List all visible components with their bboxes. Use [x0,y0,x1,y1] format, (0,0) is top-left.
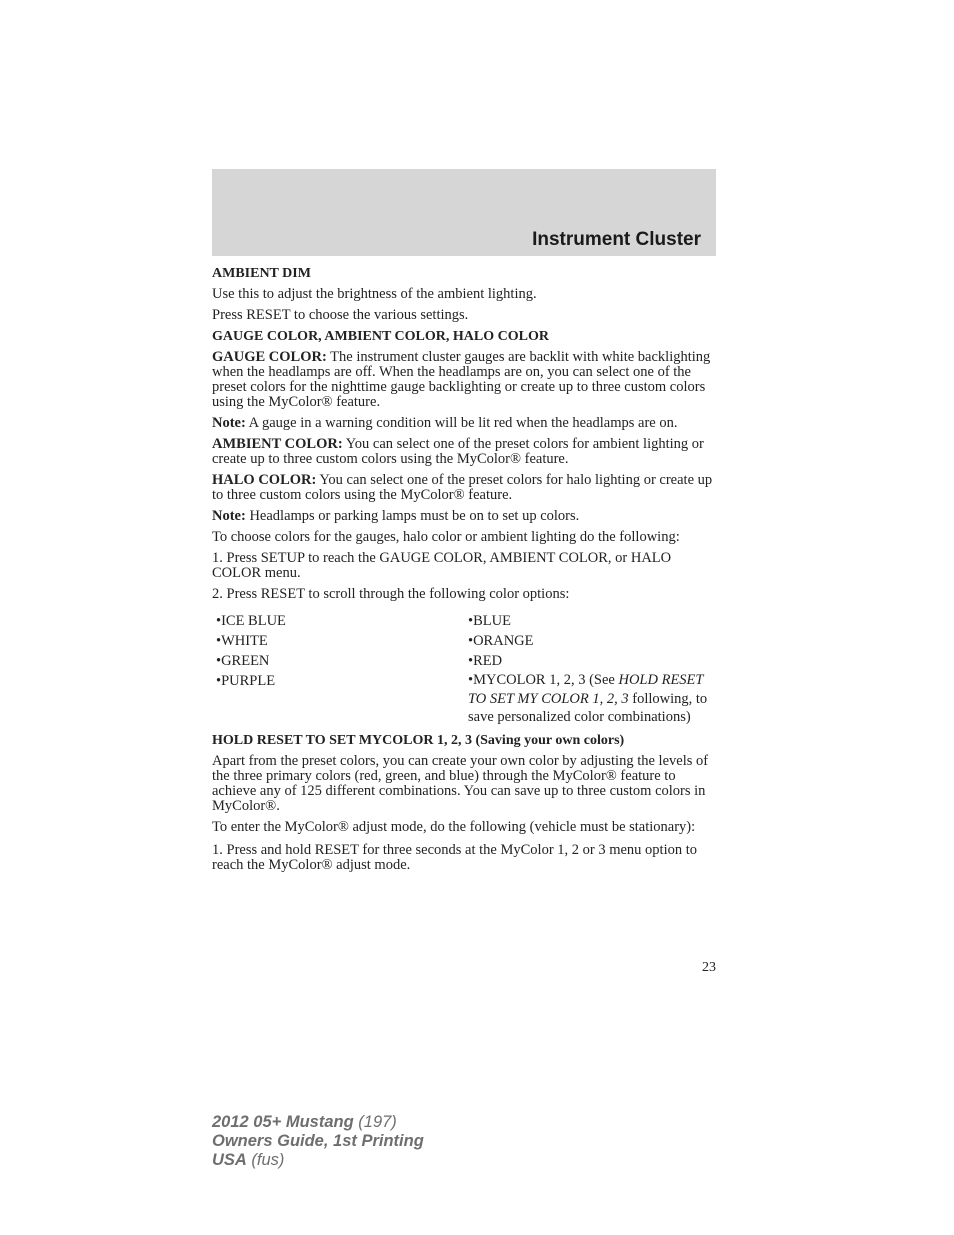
label-note: Note: [212,415,246,431]
footer-market-code: (fus) [246,1151,285,1169]
footer-model-code: (197) [353,1113,397,1131]
text-halo-color: You can select one of the preset colors for halo lighting or create up to three custom colors using the MyColor® feature. [212,472,713,503]
section-header-band [212,169,716,256]
heading-ambient-dim: AMBIENT DIM [212,266,311,281]
paragraph-enter-adjust: To enter the MyColor® adjust mode, do the following (vehicle must be stationary): [212,818,696,835]
paragraph-step-2: 2. Press RESET to scroll through the following color options: [212,586,570,602]
paragraph-apart: Apart from the preset colors, you can create your own color by adjusting the levels of the three primary colors (red, green, and blue) through the MyColor® feature to achieve any of 125 different combinations. You can save up to three custom colors in MyColor®. [212,752,709,814]
footer-model: 2012 05+ Mustang [212,1113,354,1131]
color-option-green: •GREEN [216,653,270,669]
footer-market: USA [212,1151,247,1169]
mycolor-suffix: following, to save personalized color combinations) [468,690,708,725]
page-body [212,266,717,879]
color-option-mycolor [464,671,716,727]
paragraph-halo-color [212,473,717,503]
text-note-warning: A gauge in a warning condition will be lit red when the headlamps are on. [245,415,678,431]
color-options-left-column [212,611,464,727]
footer-line-model [212,1113,424,1132]
mycolor-prefix: •MYCOLOR 1, 2, 3 (See [468,672,619,688]
section-title: Instrument Cluster [532,229,701,250]
paragraph-ambient-color [212,437,717,467]
color-option-blue: •BLUE [468,613,511,629]
label-note: Note: [212,508,246,524]
label-ambient-color: AMBIENT COLOR: [212,436,343,452]
text-note-headlamps: Headlamps or parking lamps must be on to set up colors. [245,508,580,524]
paragraph-note-warning [212,416,717,431]
footer-line-market [212,1151,424,1170]
page-number: 23 [702,960,716,975]
paragraph-hold-step-1: 1. Press and hold RESET for three seconds at the MyColor 1, 2 or 3 menu option to reach the MyColor® adjust mode. [212,841,698,873]
text-gauge-color: The instrument cluster gauges are backlit with white backlighting when the headlamps are off. When the headlamps are on, you can select one of the preset colors for the nighttime gauge backlighting or create up to three custom colors using the MyColor® feature. [212,349,711,410]
color-option-white: •WHITE [216,633,268,649]
paragraph-gauge-color [212,350,717,410]
color-option-red: •RED [468,653,503,669]
color-options-list [212,611,717,727]
paragraph-choose-colors: To choose colors for the gauges, halo color or ambient lighting do the following: [212,529,680,545]
paragraph-step-1: 1. Press SETUP to reach the GAUGE COLOR, AMBIENT COLOR, or HALO COLOR menu. [212,550,672,581]
label-gauge-color: GAUGE COLOR: [212,349,327,365]
color-options-right-column [464,611,716,727]
paragraph-ambient-dim-2: Press RESET to choose the various settings. [212,307,469,323]
label-halo-color: HALO COLOR: [212,472,317,488]
footer-guide: Owners Guide, 1st Printing [212,1132,424,1150]
footer-line-guide [212,1132,424,1151]
paragraph-ambient-dim-1: Use this to adjust the brightness of the ambient lighting. [212,286,537,302]
footer-edition-info [212,1113,424,1170]
mycolor-reference: HOLD RESET TO SET MY COLOR 1, 2, 3 [468,672,704,707]
color-option-orange: •ORANGE [468,633,534,649]
text-ambient-color: You can select one of the preset colors for ambient lighting or create up to three custom colors using the MyColor® feature. [212,436,704,467]
heading-gauge-ambient-halo: GAUGE COLOR, AMBIENT COLOR, HALO COLOR [212,329,549,344]
color-option-purple: •PURPLE [216,673,276,689]
color-option-ice-blue: •ICE BLUE [216,613,286,629]
heading-hold-reset: HOLD RESET TO SET MYCOLOR 1, 2, 3 (Saving your own colors) [212,732,625,748]
paragraph-note-headlamps [212,509,717,524]
